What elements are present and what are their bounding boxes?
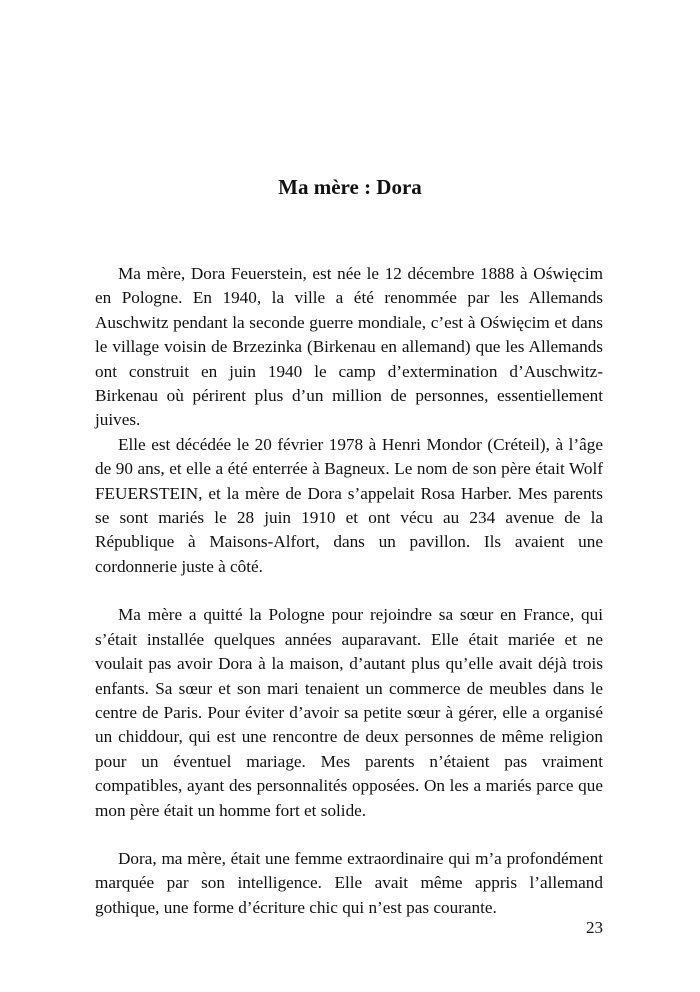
paragraph-4: Dora, ma mère, était une femme extraordinaire qui m’a profondément marquée par son intelligence. Elle avait même appris l’allemand gothique, une forme d’écriture chic qui n’est pas courante. (95, 848, 603, 917)
paragraph-3: Ma mère a quitté la Pologne pour rejoindre sa sœur en France, qui s’était installée quelques années auparavant. Elle était mariée et ne voulait pas avoir Dora à la maison, d’autant plus qu’elle avait déjà trois enfants. Sa sœur et son mari tenaient un commerce de meubles dans le centre de Paris. Pour éviter d’avoir sa petite sœur à gérer, elle a organisé un chiddour, qui est une rencontre de deux personnes de même religion pour un éventuel mariage. Mes parents n’étaient pas vraiment compatibles, ayant des personnalités opposées. On les a mariés parce que mon père était un homme fort et solide. (95, 605, 603, 820)
chapter-title: Ma mère : Dora (278, 175, 422, 199)
page-number: 23 (586, 918, 603, 937)
paragraph-1: Ma mère, Dora Feuerstein, est née le 12 décembre 1888 à Oświęcim en Pologne. En 1940, la ville a été renommée par les Allemands Auschwitz pendant la seconde guerre mondiale, c’est à Oświęcim et dans le village voisin de Brzezinka (Birkenau en allemand) que les Allemands ont construit en juin 1940 le camp d’extermination d’Auschwitz-Birkenau où périrent plus d’un million de personnes, essentiellement juives. (95, 264, 603, 430)
chapter-body (95, 262, 603, 920)
paragraph-2: Elle est décédée le 20 février 1978 à Henri Mondor (Créteil), à l’âge de 90 ans, et elle a été enterrée à Bagneux. Le nom de son père était Wolf FEUERSTEIN, et la mère de Dora s’appelait Rosa Harber. Mes parents se sont mariés le 28 juin 1910 et ont vécu au 234 avenue de la République à Maisons-Alfort, dans un pavillon. Ils avaient une cordonnerie juste à côté. (95, 434, 603, 576)
